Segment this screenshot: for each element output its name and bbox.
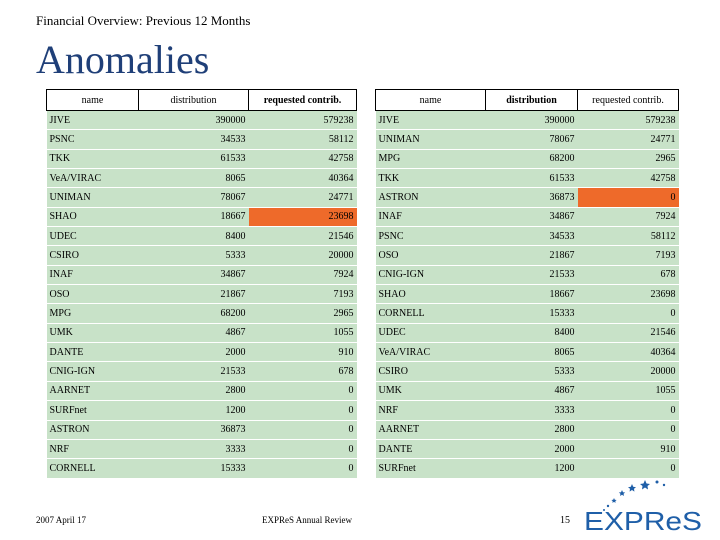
table-row — [47, 381, 357, 400]
table-row — [376, 207, 679, 226]
table-row — [47, 401, 357, 420]
distribution-cell: 34867 — [139, 265, 249, 284]
name-cell: UNIMAN — [47, 188, 139, 207]
distribution-cell: 15333 — [486, 304, 578, 323]
contrib-cell: 678 — [249, 362, 357, 381]
header-distribution: distribution — [139, 90, 249, 111]
contrib-cell: 20000 — [249, 246, 357, 265]
table-row — [376, 227, 679, 246]
name-cell: NRF — [47, 439, 139, 458]
name-cell: MPG — [47, 304, 139, 323]
table-row — [376, 439, 679, 458]
table-row — [47, 459, 357, 478]
contrib-cell: 0 — [249, 420, 357, 439]
distribution-cell: 1200 — [486, 459, 578, 478]
distribution-cell: 34533 — [486, 227, 578, 246]
name-cell: AARNET — [47, 381, 139, 400]
contrib-cell: 2965 — [578, 149, 679, 168]
table-row — [47, 149, 357, 168]
name-cell: SHAO — [47, 207, 139, 226]
table-row — [47, 227, 357, 246]
table-row — [376, 343, 679, 362]
table-header-row — [47, 90, 357, 111]
contrib-cell: 0 — [249, 401, 357, 420]
logo-star — [619, 490, 625, 496]
table-row — [376, 111, 679, 130]
contrib-cell: 0 — [578, 304, 679, 323]
distribution-cell: 4867 — [139, 323, 249, 342]
table-row — [376, 362, 679, 381]
name-cell: DANTE — [376, 439, 486, 458]
distribution-cell: 5333 — [139, 246, 249, 265]
distribution-cell: 21533 — [139, 362, 249, 381]
table-row — [376, 304, 679, 323]
logo-dot — [663, 484, 665, 486]
table-row — [47, 130, 357, 149]
distribution-cell: 68200 — [139, 304, 249, 323]
right-anomalies-table — [375, 89, 679, 479]
contrib-cell: 579238 — [578, 111, 679, 130]
contrib-cell: 1055 — [578, 381, 679, 400]
contrib-cell: 0 — [249, 459, 357, 478]
distribution-cell: 21533 — [486, 265, 578, 284]
table-row — [376, 323, 679, 342]
name-cell: CNIG-IGN — [376, 265, 486, 284]
contrib-cell: 40364 — [578, 343, 679, 362]
table-row — [376, 149, 679, 168]
table-row — [376, 401, 679, 420]
table-row — [47, 285, 357, 304]
contrib-cell: 21546 — [578, 323, 679, 342]
table-row — [47, 343, 357, 362]
contrib-cell: 58112 — [578, 227, 679, 246]
footer-date: 2007 April 17 — [36, 515, 87, 525]
table-row — [47, 188, 357, 207]
distribution-cell: 1200 — [139, 401, 249, 420]
contrib-cell: 0 — [249, 439, 357, 458]
name-cell: PSNC — [376, 227, 486, 246]
table-row — [47, 207, 357, 226]
distribution-cell: 18667 — [139, 207, 249, 226]
distribution-cell: 18667 — [486, 285, 578, 304]
table-row — [376, 246, 679, 265]
name-cell: VeA/VIRAC — [47, 169, 139, 188]
contrib-cell: 0 — [249, 381, 357, 400]
table-row — [47, 304, 357, 323]
table-row — [47, 420, 357, 439]
table-row — [47, 169, 357, 188]
contrib-cell: 1055 — [249, 323, 357, 342]
name-cell: UMK — [47, 323, 139, 342]
table-row — [376, 420, 679, 439]
contrib-cell: 23698 — [578, 285, 679, 304]
contrib-cell: 58112 — [249, 130, 357, 149]
distribution-cell: 2000 — [486, 439, 578, 458]
contrib-cell: 24771 — [578, 130, 679, 149]
footer-event: EXPReS Annual Review — [262, 515, 352, 525]
header-distribution: distribution — [486, 90, 578, 111]
name-cell: OSO — [376, 246, 486, 265]
distribution-cell: 36873 — [139, 420, 249, 439]
distribution-cell: 8400 — [486, 323, 578, 342]
distribution-cell: 3333 — [139, 439, 249, 458]
name-cell: JIVE — [47, 111, 139, 130]
name-cell: UMK — [376, 381, 486, 400]
distribution-cell: 390000 — [139, 111, 249, 130]
distribution-cell: 61533 — [139, 149, 249, 168]
header-name: name — [47, 90, 139, 111]
contrib-cell: 24771 — [249, 188, 357, 207]
distribution-cell: 34533 — [139, 130, 249, 149]
table-row — [376, 130, 679, 149]
distribution-cell: 2800 — [139, 381, 249, 400]
table-row — [47, 265, 357, 284]
contrib-cell: 0 — [578, 401, 679, 420]
distribution-cell: 8400 — [139, 227, 249, 246]
name-cell: INAF — [376, 207, 486, 226]
table-row — [47, 439, 357, 458]
name-cell: TKK — [47, 149, 139, 168]
name-cell: SURFnet — [47, 401, 139, 420]
table-row — [376, 381, 679, 400]
contrib-cell: 910 — [578, 439, 679, 458]
distribution-cell: 78067 — [139, 188, 249, 207]
distribution-cell: 8065 — [139, 169, 249, 188]
contrib-cell: 7193 — [578, 246, 679, 265]
page-number: 15 — [560, 515, 570, 526]
name-cell: SHAO — [376, 285, 486, 304]
distribution-cell: 2000 — [139, 343, 249, 362]
distribution-cell: 34867 — [486, 207, 578, 226]
table-row — [47, 323, 357, 342]
name-cell: CORNELL — [47, 459, 139, 478]
name-cell: PSNC — [47, 130, 139, 149]
table-header-row — [376, 90, 679, 111]
contrib-cell: 7924 — [578, 207, 679, 226]
table-row — [47, 362, 357, 381]
distribution-cell: 15333 — [139, 459, 249, 478]
distribution-cell: 8065 — [486, 343, 578, 362]
name-cell: OSO — [47, 285, 139, 304]
name-cell: UNIMAN — [376, 130, 486, 149]
table-row — [47, 111, 357, 130]
table-row — [376, 169, 679, 188]
table-row — [376, 265, 679, 284]
table-row — [376, 285, 679, 304]
contrib-cell: 579238 — [249, 111, 357, 130]
logo-text: EXPReS — [584, 506, 702, 536]
name-cell: MPG — [376, 149, 486, 168]
header-name: name — [376, 90, 486, 111]
contrib-cell: 0 — [578, 459, 679, 478]
name-cell: ASTRON — [376, 188, 486, 207]
logo-star — [640, 480, 650, 490]
name-cell: UDEC — [376, 323, 486, 342]
header-requested-contrib: requested contrib. — [249, 90, 357, 111]
distribution-cell: 68200 — [486, 149, 578, 168]
expres-logo — [580, 476, 710, 536]
name-cell: JIVE — [376, 111, 486, 130]
contrib-cell: 7193 — [249, 285, 357, 304]
contrib-cell: 0 — [578, 420, 679, 439]
distribution-cell: 36873 — [486, 188, 578, 207]
contrib-cell: 20000 — [578, 362, 679, 381]
distribution-cell: 2800 — [486, 420, 578, 439]
contrib-cell: 42758 — [578, 169, 679, 188]
table-row — [376, 188, 679, 207]
contrib-cell: 21546 — [249, 227, 357, 246]
distribution-cell: 21867 — [486, 246, 578, 265]
table-row — [47, 246, 357, 265]
name-cell: SURFnet — [376, 459, 486, 478]
name-cell: INAF — [47, 265, 139, 284]
name-cell: ASTRON — [47, 420, 139, 439]
slide-title: Anomalies — [36, 37, 210, 82]
distribution-cell: 21867 — [139, 285, 249, 304]
contrib-cell: 7924 — [249, 265, 357, 284]
distribution-cell: 3333 — [486, 401, 578, 420]
slide-subtitle: Financial Overview: Previous 12 Months — [36, 13, 251, 28]
contrib-cell: 23698 — [249, 207, 357, 226]
logo-star — [628, 484, 636, 492]
distribution-cell: 4867 — [486, 381, 578, 400]
header-requested-contrib: requested contrib. — [578, 90, 679, 111]
left-anomalies-table — [46, 89, 357, 479]
contrib-cell: 40364 — [249, 169, 357, 188]
logo-star — [611, 498, 616, 503]
contrib-cell: 910 — [249, 343, 357, 362]
name-cell: AARNET — [376, 420, 486, 439]
contrib-cell: 42758 — [249, 149, 357, 168]
distribution-cell: 78067 — [486, 130, 578, 149]
name-cell: VeA/VIRAC — [376, 343, 486, 362]
name-cell: TKK — [376, 169, 486, 188]
name-cell: NRF — [376, 401, 486, 420]
name-cell: CORNELL — [376, 304, 486, 323]
contrib-cell: 0 — [578, 188, 679, 207]
name-cell: UDEC — [47, 227, 139, 246]
name-cell: DANTE — [47, 343, 139, 362]
distribution-cell: 5333 — [486, 362, 578, 381]
name-cell: CSIRO — [47, 246, 139, 265]
contrib-cell: 678 — [578, 265, 679, 284]
logo-dot — [656, 481, 659, 484]
distribution-cell: 390000 — [486, 111, 578, 130]
name-cell: CNIG-IGN — [47, 362, 139, 381]
name-cell: CSIRO — [376, 362, 486, 381]
distribution-cell: 61533 — [486, 169, 578, 188]
contrib-cell: 2965 — [249, 304, 357, 323]
